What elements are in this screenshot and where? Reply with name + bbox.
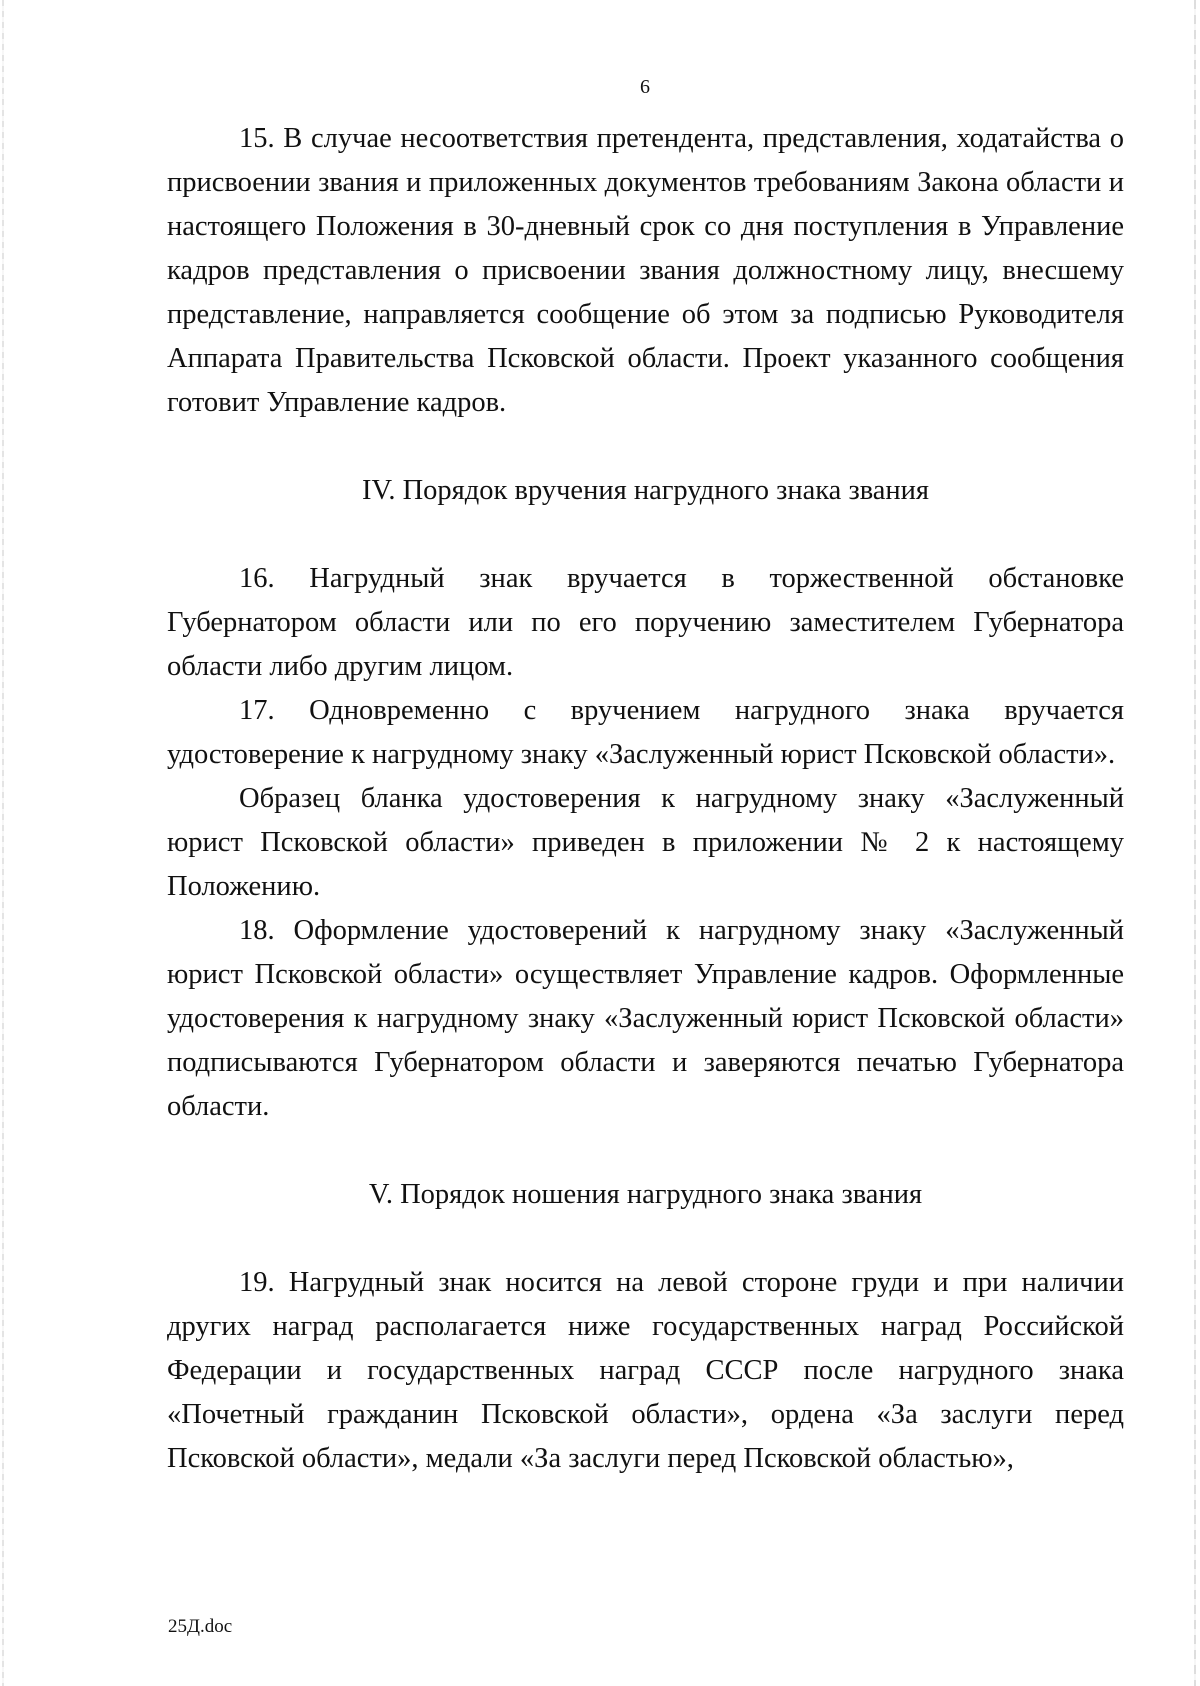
scan-edge-left: [2, 0, 4, 1686]
paragraph-19: 19. Нагрудный знак носится на левой стороне груди и при наличии других наград располагается ниже государственных наград Российской Федерации и государственных наград СССР после нагрудного знака «Почетный гражданин Псковской области», ордена «За заслуги перед Псковской области», медали «За заслуги перед Псковской областью»,: [167, 1267, 1124, 1474]
paragraph-15: 15. В случае несоответствия претендента, представления, ходатайства о присвоении звания и приложенных документов требованиям Закона области и настоящего Положения в 30-дневный срок со дня поступления в Управление кадров представления о присвоении звания должностному лицу, внесшему представление, направляется сообщение об этом за подписью Руководителя Аппарата Правительства Псковской области. Проект указанного сообщения готовит Управление кадров.: [167, 123, 1124, 418]
scan-edge-right: [1194, 0, 1196, 1686]
paragraph-18: 18. Оформление удостоверений к нагрудному знаку «Заслуженный юрист Псковской области» осуществляет Управление кадров. Оформленные удостоверения к нагрудному знаку «Заслуженный юрист Псковской области» подписываются Губернатором области и заверяются печатью Губернатора области.: [167, 915, 1124, 1122]
page-number: 6: [640, 76, 650, 98]
footer-filename: 25Д.doc: [168, 1616, 233, 1637]
paragraph-17: 17. Одновременно с вручением нагрудного знака вручается удостоверение к нагрудному знаку «Заслуженный юрист Псковской области».: [167, 695, 1124, 770]
paragraph-16: 16. Нагрудный знак вручается в торжественной обстановке Губернатором области или по его поручению заместителем Губернатора области либо другим лицом.: [167, 563, 1124, 682]
paragraph-17-sample: Образец бланка удостоверения к нагрудному знаку «Заслуженный юрист Псковской области» приведен в приложении № 2 к настоящему Положению.: [167, 783, 1124, 902]
section-5-heading: V. Порядок ношения нагрудного знака звания: [368, 1179, 923, 1210]
document-body: [167, 117, 1124, 1481]
section-4-heading: IV. Порядок вручения нагрудного знака звания: [361, 475, 930, 506]
